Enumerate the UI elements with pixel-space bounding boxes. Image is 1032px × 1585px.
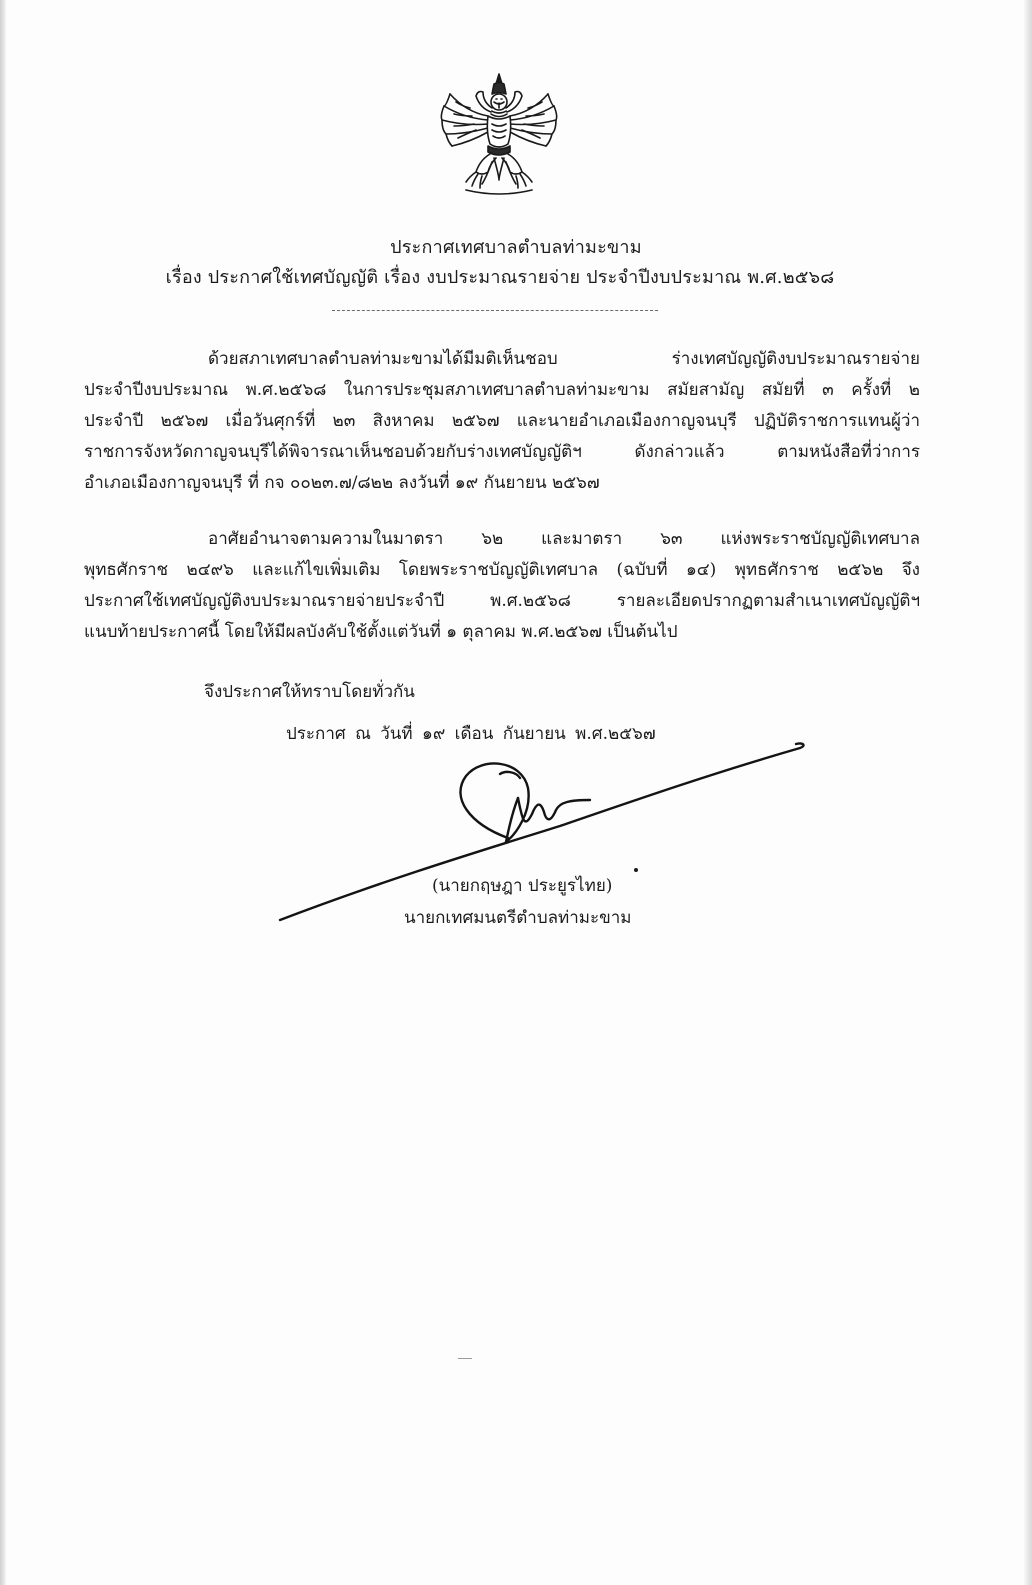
announcement-date: ประกาศ ณ วันที่ ๑๙ เดือน กันยายน พ.ศ.๒๕๖๗ <box>286 724 656 744</box>
announcement-title: ประกาศเทศบาลตำบลท่ามะขาม <box>390 237 642 258</box>
paragraph-line: อาศัยอำนาจตามความในมาตรา ๖๒ และมาตรา ๖๓ แห่งพระราชบัญญัติเทศบาล <box>208 529 920 549</box>
paragraph-line: แนบท้ายประกาศนี้ โดยให้มีผลบังคับใช้ตั้งแต่วันที่ ๑ ตุลาคม พ.ศ.๒๕๖๗ เป็นต้นไป <box>84 622 678 642</box>
body-paragraph-2 <box>84 524 920 648</box>
handwritten-signature <box>270 738 810 928</box>
paragraph-line: ประจำปี ๒๕๖๗ เมื่อวันศุกร์ที่ ๒๓ สิงหาคม ๒๕๖๗ และนายอำเภอเมืองกาญจนบุรี ปฏิบัติราชการแทนผู้ว่า <box>84 411 920 431</box>
paragraph-line: ประกาศใช้เทศบัญญัติงบประมาณรายจ่ายประจำปี พ.ศ.๒๕๖๘ รายละเอียดปรากฏตามสำเนาเทศบัญญัติฯ <box>84 591 920 611</box>
paragraph-line: ประจำปีงบประมาณ พ.ศ.๒๕๖๘ ในการประชุมสภาเทศบาลตำบลท่ามะขาม สมัยสามัญ สมัยที่ ๓ ครั้งที่ ๒ <box>84 380 920 400</box>
signatory-position: นายกเทศมนตรีตำบลท่ามะขาม <box>404 908 632 928</box>
paragraph-line: อำเภอเมืองกาญจนบุรี ที่ กจ ๐๐๒๓.๗/๘๒๒ ลงวันที่ ๑๙ กันยายน ๒๕๖๗ <box>84 473 600 493</box>
paragraph-line: ด้วยสภาเทศบาลตำบลท่ามะขามได้มีมติเห็นชอบ ร่างเทศบัญญัติงบประมาณรายจ่าย <box>208 349 920 369</box>
announcement-subject: เรื่อง ประกาศใช้เทศบัญญัติ เรื่อง งบประมาณรายจ่าย ประจำปีงบประมาณ พ.ศ.๒๕๖๘ <box>165 267 835 288</box>
ink-dot <box>634 868 638 872</box>
closing-statement: จึงประกาศให้ทราบโดยทั่วกัน <box>204 682 415 702</box>
page-mark <box>458 1358 472 1359</box>
garuda-emblem-icon <box>436 72 562 200</box>
body-paragraph-1 <box>84 344 920 499</box>
signatory-name: (นายกฤษฎา ประยูรไทย) <box>432 876 613 896</box>
paragraph-line: ราชการจังหวัดกาญจนบุรีได้พิจารณาเห็นชอบด้วยกับร่างเทศบัญญัติฯ ดังกล่าวแล้ว ตามหนังสือที่ว่าการ <box>84 442 920 462</box>
paragraph-line: พุทธศักราช ๒๔๙๖ และแก้ไขเพิ่มเติม โดยพระราชบัญญัติเทศบาล (ฉบับที่ ๑๔) พุทธศักราช ๒๕๖๒ จึง <box>84 560 920 580</box>
title-divider <box>332 310 658 311</box>
